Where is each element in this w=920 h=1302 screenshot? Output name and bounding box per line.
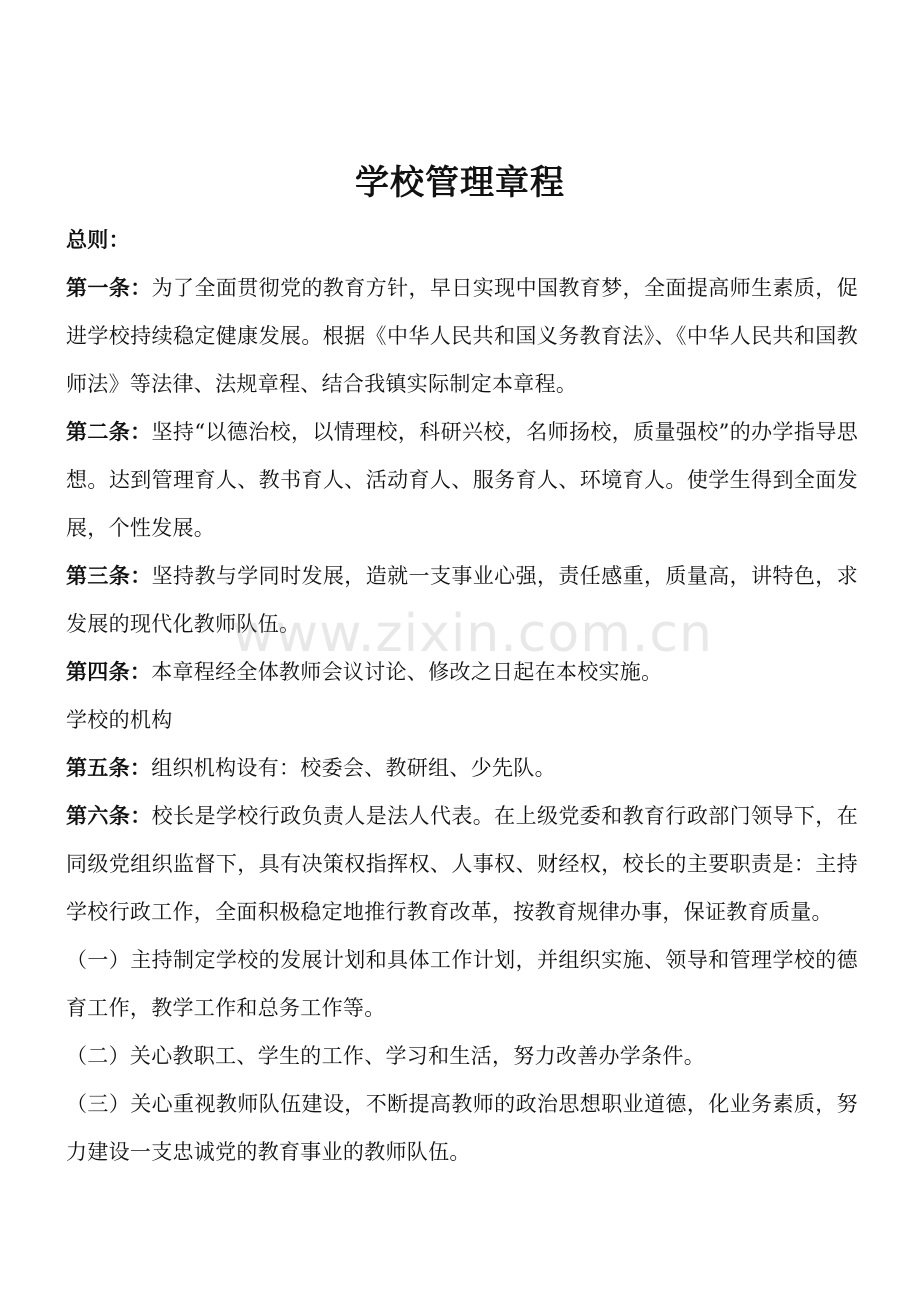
document-body xyxy=(66,216,858,1176)
document-title: 学校管理章程 xyxy=(355,163,565,203)
article-6 xyxy=(66,792,858,936)
section-heading: 学校的机构 xyxy=(66,708,173,732)
article-label: 第六条： xyxy=(66,804,152,828)
general-heading: 总则： xyxy=(66,228,130,252)
article-text: 校长是学校行政负责人是法人代表。在上级党委和教育行政部门领导下，在同级党组织监督下，具有决策权指挥权、人事权、财经权，校长的主要职责是：主持学校行政工作，全面积极稳定地推行教育改革，按教育规律办事，保证教育质量。 xyxy=(66,804,858,924)
article-text: 本章程经全体教师会议讨论、修改之日起在本校实施。 xyxy=(151,660,663,684)
article-1 xyxy=(66,264,858,408)
article-label: 第二条： xyxy=(66,420,152,444)
article-2 xyxy=(66,408,858,552)
article-text: 组织机构设有：校委会、教研组、少先队。 xyxy=(151,756,556,780)
article-5 xyxy=(66,744,858,792)
article-label: 第一条： xyxy=(66,276,152,300)
article-3 xyxy=(66,552,858,648)
article-label: 第五条： xyxy=(66,756,152,780)
article-text: 坚持“以德治校，以情理校，科研兴校，名师扬校，质量强校”的办学指导思想。达到管理育人、教书育人、活动育人、服务育人、环境育人。使学生得到全面发展，个性发展。 xyxy=(66,420,859,540)
article-label: 第三条： xyxy=(66,564,152,588)
article-4 xyxy=(66,648,858,696)
watermark: www.zixin.com.cn xyxy=(232,604,713,664)
article-text: 坚持教与学同时发展，造就一支事业心强，责任感重，质量高，讲特色，求发展的现代化教师队伍。 xyxy=(66,564,858,636)
article-text: 为了全面贯彻党的教育方针，早日实现中国教育梦，全面提高师生素质，促进学校持续稳定健康发展。根据《中华人民共和国义务教育法》、《中华人民共和国教师法》等法律、法规章程、结合我镇实际制定本章程。 xyxy=(66,276,858,396)
article-label: 第四条： xyxy=(66,660,152,684)
list-item-1: （一）主持制定学校的发展计划和具体工作计划，并组织实施、领导和管理学校的德育工作，教学工作和总务工作等。 xyxy=(66,948,858,1020)
list-item-2: （二）关心教职工、学生的工作、学习和生活，努力改善办学条件。 xyxy=(66,1044,705,1068)
list-item-3: （三）关心重视教师队伍建设，不断提高教师的政治思想职业道德，化业务素质，努力建设一支忠诚党的教育事业的教师队伍。 xyxy=(66,1092,858,1164)
